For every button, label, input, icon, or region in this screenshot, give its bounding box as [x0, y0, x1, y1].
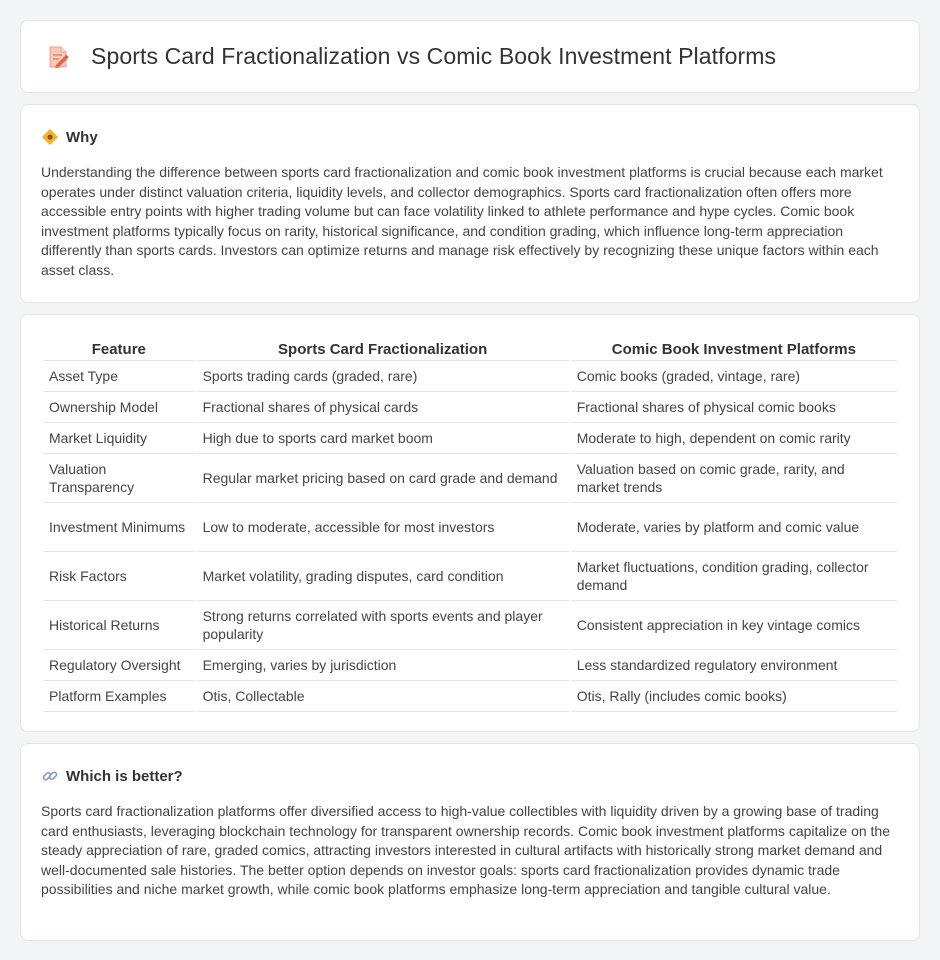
why-paragraph: Understanding the difference between sports card fractionalization and comic book investment platforms is crucial because each market operates under distinct valuation criteria, liquidity levels, and collector demographics. Sports card fractionalization often offers more accessible entry points with higher trading volume but can face volatility linked to athlete performance and hype cycles. Comic book investment platforms typically focus on rarity, historical significance, and condition grading, which influence long-term appreciation differently than sports cards. Investors can optimize returns and manage risk effectively by recognizing these unique factors within each asset class. [41, 164, 883, 278]
table-row [43, 423, 897, 454]
which-paragraph: Sports card fractionalization platforms offer diversified access to high-value collectibles with liquidity driven by a growing base of trading card enthusiasts, leveraging blockchain technology for transparent ownership records. Comic book investment platforms capitalize on the steady appreciation of rare, graded comics, attracting investors interested in cultural artifacts with historically strong market demand and well-documented sale histories. The better option depends on investor goals: sports card fractionalization provides dynamic trade possibilities and niche market growth, while comic book platforms emphasize long-term appreciation and tangible cultural value. [41, 803, 890, 898]
comic-book-cell: Market fluctuations, condition grading, collector demand [571, 552, 897, 601]
sports-card-cell: Otis, Collectable [197, 681, 569, 712]
header-card [20, 20, 920, 93]
sports-card-cell: Strong returns correlated with sports events and player popularity [197, 601, 569, 650]
comic-book-cell: Fractional shares of physical comic books [571, 392, 897, 423]
feature-cell: Valuation Transparency [43, 454, 195, 503]
sports-card-cell: Regular market pricing based on card grade and demand [197, 454, 569, 503]
document-pencil-icon [45, 44, 71, 70]
feature-cell: Historical Returns [43, 601, 195, 650]
why-heading [41, 127, 899, 147]
comic-book-cell: Valuation based on comic grade, rarity, and market trends [571, 454, 897, 503]
comic-book-cell: Moderate, varies by platform and comic value [571, 503, 897, 552]
which-section [20, 743, 920, 941]
sports-card-cell: Market volatility, grading disputes, card condition [197, 552, 569, 601]
comic-book-cell: Moderate to high, dependent on comic rarity [571, 423, 897, 454]
table-row [43, 503, 897, 552]
table-header-row [43, 335, 897, 361]
which-heading [41, 766, 899, 786]
why-section [20, 104, 920, 303]
sports-card-cell: High due to sports card market boom [197, 423, 569, 454]
table-row [43, 552, 897, 601]
sports-card-cell: Sports trading cards (graded, rare) [197, 361, 569, 392]
page-title: Sports Card Fractionalization vs Comic Book Investment Platforms [91, 43, 777, 69]
which-title: Which is better? [66, 767, 183, 785]
table-row [43, 650, 897, 681]
column-header-sports-card: Sports Card Fractionalization [197, 335, 569, 361]
why-title: Why [66, 128, 98, 146]
sports-card-cell: Emerging, varies by jurisdiction [197, 650, 569, 681]
table-row [43, 601, 897, 650]
comic-book-cell: Consistent appreciation in key vintage comics [571, 601, 897, 650]
comparison-table-card [20, 314, 920, 732]
feature-cell: Regulatory Oversight [43, 650, 195, 681]
comparison-table [41, 335, 899, 712]
sports-card-cell: Low to moderate, accessible for most investors [197, 503, 569, 552]
feature-cell: Platform Examples [43, 681, 195, 712]
table-row [43, 681, 897, 712]
comic-book-cell: Less standardized regulatory environment [571, 650, 897, 681]
comic-book-cell: Otis, Rally (includes comic books) [571, 681, 897, 712]
link-icon [41, 767, 59, 785]
diamond-sign-icon [41, 128, 59, 146]
table-row [43, 454, 897, 503]
table-row [43, 361, 897, 392]
feature-cell: Market Liquidity [43, 423, 195, 454]
column-header-comic-book: Comic Book Investment Platforms [571, 335, 897, 361]
sports-card-cell: Fractional shares of physical cards [197, 392, 569, 423]
feature-cell: Investment Minimums [43, 503, 195, 552]
feature-cell: Risk Factors [43, 552, 195, 601]
feature-cell: Asset Type [43, 361, 195, 392]
table-row [43, 392, 897, 423]
feature-cell: Ownership Model [43, 392, 195, 423]
column-header-feature: Feature [43, 335, 195, 361]
comic-book-cell: Comic books (graded, vintage, rare) [571, 361, 897, 392]
